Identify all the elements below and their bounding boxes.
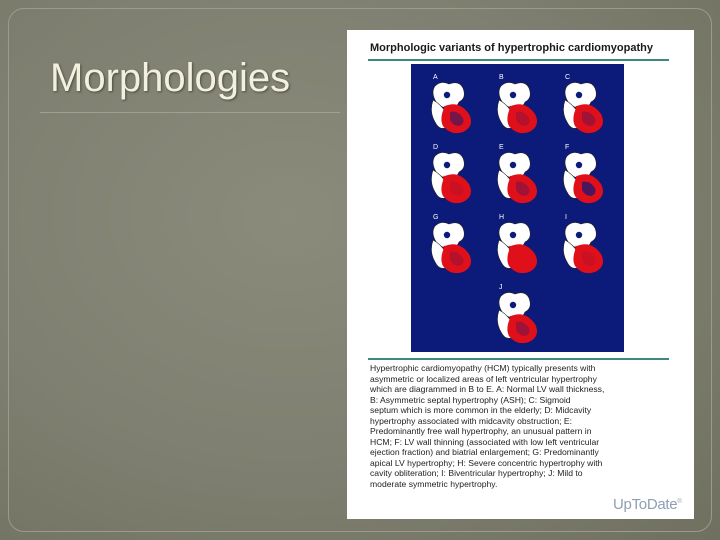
caption-line: HCM; F: LV wall thinning (associated with low left ventricular (370, 436, 600, 447)
uptodate-logo: UpToDate® (613, 496, 682, 513)
caption-line: moderate symmetric hypertrophy. (370, 478, 498, 489)
panel-label: J (499, 284, 503, 291)
figure-bottom-rule (368, 358, 669, 360)
figure-top-rule (368, 59, 669, 61)
caption-line: asymmetric or localized areas of left ventricular hypertrophy (370, 373, 597, 384)
figure-title: Morphologic variants of hypertrophic cardiomyopathy (370, 42, 653, 54)
caption-line: which are diagrammed in B to E. A: Normal LV wall thickness, (370, 384, 605, 394)
heart-diagram-h (497, 214, 537, 273)
slide-title: Morphologies (50, 56, 291, 100)
panel-label: I (565, 214, 567, 221)
caption-line: Predominantly free wall hypertrophy, an unusual pattern in (370, 426, 592, 436)
heart-diagram-c (563, 74, 603, 133)
heart-diagram-d (431, 144, 471, 203)
heart-diagram-b (497, 74, 537, 133)
heart-diagram-a (431, 74, 471, 133)
panel-label: B (499, 74, 504, 81)
heart-diagram-e (497, 144, 537, 203)
heart-diagram-i (563, 214, 603, 273)
figure-caption (370, 363, 690, 489)
heart-diagrams (411, 64, 624, 352)
caption-line: septum which is more common in the elderly; D: Midcavity (370, 405, 592, 415)
caption-line: B: Asymmetric septal hypertrophy (ASH); C: Sigmoid (370, 394, 571, 405)
caption-line: hypertrophy associated with midcavity obstruction; E: (370, 415, 573, 426)
panel-label: D (433, 144, 439, 151)
title-divider (40, 112, 340, 113)
figure-image (347, 30, 694, 519)
panel-label: F (565, 144, 570, 151)
caption-line: apical LV hypertrophy; H: Severe concentric hypertrophy with (370, 457, 603, 468)
panel-label: A (433, 74, 438, 81)
caption-line: cavity obliteration; I: Biventricular hypertrophy; J: Mild to (370, 468, 583, 478)
heart-diagram-panel (411, 64, 624, 352)
panel-label: H (499, 214, 505, 221)
heart-diagram-f (563, 144, 603, 203)
caption-line: Hypertrophic cardiomyopathy (HCM) typically presents with (370, 363, 596, 373)
panel-label: E (499, 144, 504, 151)
panel-label: G (433, 214, 439, 221)
panel-label: C (565, 74, 571, 81)
heart-diagram-j (497, 284, 537, 343)
caption-line: ejection fraction) and biatrial enlargement; G: Predominantly (370, 447, 599, 457)
heart-diagram-g (431, 214, 471, 273)
